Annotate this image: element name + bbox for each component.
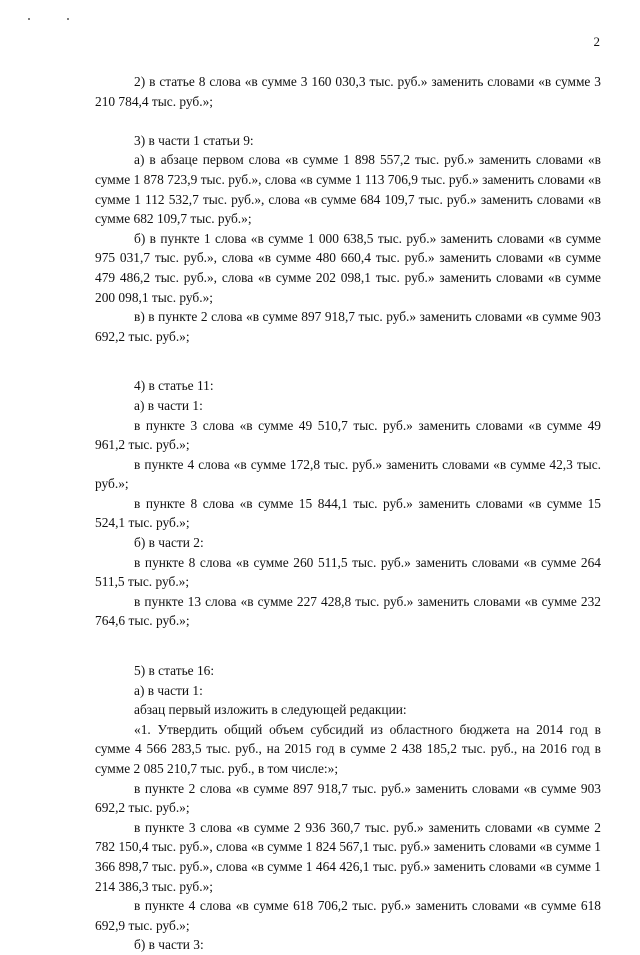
- paragraph-item-5a: а) в части 1:: [134, 682, 203, 698]
- paragraph-item-5a-p4: в пункте 4 слова «в сумме 618 706,2 тыс. руб.» заменить словами «в сумме 618 692,9 тыс. руб.»;: [95, 898, 601, 933]
- paragraph-item-5a-intro: абзац первый изложить в следующей редакции:: [134, 702, 407, 718]
- paragraph-item-5a-quote: «1. Утвердить общий объем субсидий из областного бюджета на 2014 год в сумме 4 566 283,5 тыс. руб., на 2015 год в сумме 2 438 185,2 тыс. руб., на 2016 год в сумме 2 085 210,7 тыс. руб., в том числе:»;: [95, 721, 601, 776]
- paragraph-item-4a-p3: в пункте 3 слова «в сумме 49 510,7 тыс. руб.» заменить словами «в сумме 49 961,2 тыс. руб.»;: [95, 417, 601, 453]
- paragraph-item-3b: б) в пункте 1 слова «в сумме 1 000 638,5 тыс. руб.» заменить словами «в сумме 975 031,7 тыс. руб.», слова «в сумме 480 660,4 тыс. руб.» заменить словами «в сумме 479 486,2 тыс. руб.», слова «в сумме 202 098,1 тыс. руб.» заменить словами «в сумме 200 098,1 тыс. руб.»;: [95, 230, 601, 305]
- paragraph-item-5b: б) в части 3:: [134, 937, 204, 953]
- paragraph-item-4b-p13: в пункте 13 слова «в сумме 227 428,8 тыс. руб.» заменить словами «в сумме 232 764,6 тыс. руб.»;: [95, 593, 601, 629]
- paragraph-item-5a-p2: в пункте 2 слова «в сумме 897 918,7 тыс. руб.» заменить словами «в сумме 903 692,2 тыс. руб.»;: [95, 780, 601, 816]
- paragraph-item-3v: в) в пункте 2 слова «в сумме 897 918,7 тыс. руб.» заменить словами «в сумме 903 692,2 тыс. руб.»;: [95, 309, 601, 344]
- paragraph-item-3-heading: 3) в части 1 статьи 9:: [134, 132, 254, 148]
- paragraph-item-4b: б) в части 2:: [134, 535, 204, 551]
- scan-speck: [28, 18, 30, 20]
- paragraph-item-5-heading: 5) в статье 16:: [134, 663, 215, 679]
- paragraph-item-4b-p8: в пункте 8 слова «в сумме 260 511,5 тыс. руб.» заменить словами «в сумме 264 511,5 тыс. руб.»;: [95, 554, 601, 590]
- paragraph-item-4-heading: 4) в статье 11:: [134, 378, 214, 394]
- paragraph-item-4a-p4: в пункте 4 слова «в сумме 172,8 тыс. руб.» заменить словами «в сумме 42,3 тыс. руб.»;: [95, 456, 601, 492]
- paragraph-item-5a-p3: в пункте 3 слова «в сумме 2 936 360,7 тыс. руб.» заменить словами «в сумме 2 782 150,4 тыс. руб.», слова «в сумме 1 824 567,1 тыс. руб.» заменить словами «в сумме 1 366 898,7 тыс. руб.», слова «в сумме 1 464 426,1 тыс. руб.» заменить словами «в сумме 1 214 386,3 тыс. руб.»;: [95, 819, 601, 894]
- paragraph-item-4a-p8: в пункте 8 слова «в сумме 15 844,1 тыс. руб.» заменить словами «в сумме 15 524,1 тыс. руб.»;: [95, 495, 601, 531]
- document-body: [95, 72, 601, 955]
- paragraph-item-4a: а) в части 1:: [134, 397, 203, 413]
- page-number: 2: [593, 34, 600, 49]
- scan-speck: [67, 18, 69, 20]
- paragraph-item-2: 2) в статье 8 слова «в сумме 3 160 030,3 тыс. руб.» заменить словами «в сумме 3 210 784,4 тыс. руб.»;: [95, 74, 601, 109]
- paragraph-item-3a: а) в абзаце первом слова «в сумме 1 898 557,2 тыс. руб.» заменить словами «в сумме 1 878 723,9 тыс. руб.», слова «в сумме 1 113 706,9 тыс. руб.» заменить словами «в сумме 1 112 532,7 тыс. руб.», слова «в сумме 684 109,7 тыс. руб.» заменить словами «в сумме 682 109,7 тыс. руб.»;: [95, 152, 601, 227]
